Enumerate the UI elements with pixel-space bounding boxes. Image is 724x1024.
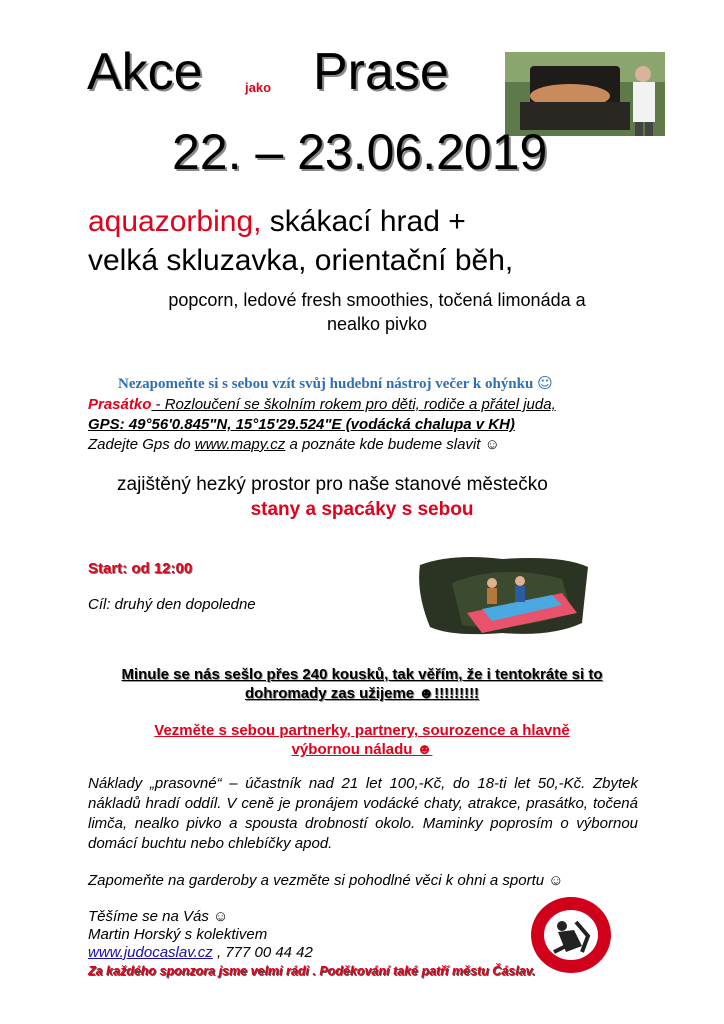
activities-line-1-rest: skákací hrad +	[261, 205, 466, 238]
bring-line-1: Vezměte s sebou partnerky, partnery, sourozence a hlavně	[154, 722, 570, 739]
gps-value: GPS: 49°56'0.845"N, 15°15'29.524"E (vodácká chalupa v KH)	[88, 416, 515, 433]
title-right: Prase	[313, 43, 449, 101]
signature: Martin Horský s kolektivem	[88, 926, 268, 943]
sponsors-note: Za každého sponzora jsme velmi rádi . Poděkování také patří městu Čáslav.	[88, 964, 536, 978]
prasatko-text: - Rozloučení se školním rokem pro děti, rodiče a přátel juda,	[151, 396, 556, 413]
end-time: Cíl: druhý den dopoledne	[88, 596, 256, 613]
contact-line	[88, 944, 313, 961]
start-time: Start: od 12:00	[88, 560, 193, 577]
instrument-note-text: Nezapomeňte si s sebou vzít svůj hudební nástroj večer k ohýnku	[118, 376, 534, 392]
gps-line	[88, 416, 515, 433]
website-link[interactable]: www.judocaslav.cz	[88, 944, 213, 961]
camping-line-1: zajištěný hezký prostor pro naše stanové městečko	[117, 474, 548, 495]
greeting: Těšíme se na Vás ☺	[88, 908, 229, 925]
title-mid: jako	[245, 80, 272, 95]
mapy-link[interactable]: www.mapy.cz	[194, 436, 286, 453]
club-logo	[530, 896, 612, 974]
phone-number: , 777 00 44 42	[212, 944, 313, 961]
activities-line-3: popcorn, ledové fresh smoothies, točená limonáda a	[168, 290, 586, 310]
instrument-note	[118, 374, 553, 393]
aquazorbing-text: aquazorbing,	[88, 205, 262, 238]
prasatko-line	[88, 396, 556, 413]
costs-paragraph: Náklady „prasovné“ – účastník nad 21 let 100,-Kč, do 18-ti let 50,-Kč. Zbytek nákladů hradí oddíl. V ceně je pronájem vodácké chaty, atrakce, prasátko, točená limča, nealko pivko a spousta drobností okolo. Maminky poprosím o výbornou domácí buchtu nebo chlebíčky apod.	[88, 775, 638, 852]
smiley-icon: ☺	[537, 374, 553, 392]
invite-line-2: dohromady zas užijeme ☻!!!!!!!!!	[244, 685, 480, 702]
bring-line-2: výbornou náladu ☻	[291, 741, 433, 758]
clothing-note: Zapomeňte na garderoby a vezměte si pohodlné věci k ohni a sportu ☺	[88, 872, 564, 889]
invite-line-1: Minule se nás sešlo přes 240 kousků, tak věřím, že i tentokráte si to	[121, 666, 603, 683]
title-left: Akce	[87, 43, 203, 101]
water-slide-photo	[412, 553, 592, 639]
prasatko-label: Prasátko	[88, 396, 152, 413]
camping-line-2: stany a spacáky s sebou	[250, 499, 474, 520]
event-date: 22. – 23.06.2019	[172, 124, 548, 180]
activities-line-4: nealko pivko	[326, 314, 428, 334]
activities-line-2: velká skluzavka, orientační běh,	[88, 244, 514, 277]
gps-hint-after: a poznáte kde budeme slavit ☺	[285, 436, 500, 453]
gps-hint-before: Zadejte Gps do	[88, 436, 195, 453]
gps-hint	[88, 436, 500, 453]
activities-line-1	[88, 205, 466, 239]
